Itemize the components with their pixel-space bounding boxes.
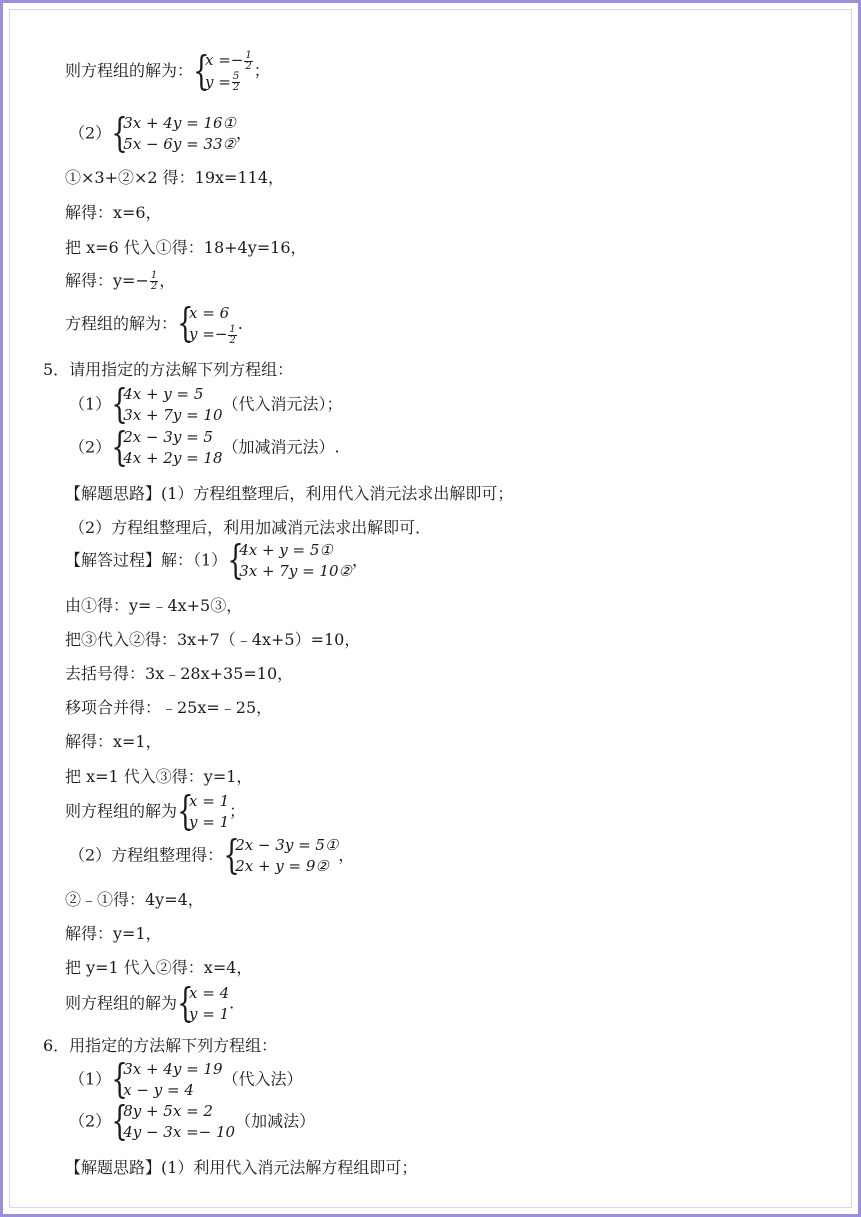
fraction: $\frac{1}{2}$ — [150, 270, 158, 292]
step-line: 移项合并得：﹣25x=﹣25， — [65, 698, 273, 717]
solution-line-2 — [65, 303, 243, 346]
text: 则方程组的解为 — [65, 801, 178, 821]
step-line: 解得：x=1， — [65, 732, 162, 751]
text: （2） — [69, 1111, 112, 1131]
text: 【解答过程】解：（1） — [65, 550, 228, 570]
step-line: 把 x=1 代入③得：y=1， — [65, 767, 253, 786]
solution-process — [65, 540, 368, 582]
equation-system: { 3x + 4y = 16① 5x − 6y = 33② — [111, 113, 236, 155]
solution-idea: 【解题思路】(1）方程组整理后，利用代入消元法求出解即可； — [65, 484, 514, 503]
problem-6-part-1 — [69, 1059, 303, 1101]
eq-row: y =− — [189, 325, 228, 343]
text: （加减消元法）. — [222, 437, 340, 457]
problem-part-2 — [69, 113, 252, 155]
solution-line-3 — [65, 791, 245, 833]
text: 方程组的解为： — [65, 313, 178, 333]
fraction: $\frac{1}{2}$ — [245, 49, 252, 72]
text: （代入法） — [222, 1069, 303, 1089]
equation-system: { 4x + y = 5① 3x + 7y = 10② — [227, 540, 352, 582]
step-line: 由①得：y=﹣4x+5③， — [65, 596, 243, 615]
question-heading-5: 5．请用指定的方法解下列方程组： — [43, 360, 294, 379]
eq-row: y = — [205, 72, 231, 91]
problem-5-part-1 — [69, 384, 343, 426]
text: ， — [235, 123, 252, 143]
text: （加减法） — [235, 1111, 316, 1131]
step-line: ②﹣①得：4y=4， — [65, 890, 204, 909]
step-line: ①×3+②×2 得：19x=114， — [65, 168, 284, 187]
text: ， — [338, 845, 355, 865]
step-line: 把 y=1 代入②得：x=4， — [65, 958, 253, 977]
solution-line-4 — [65, 983, 234, 1025]
problem-5-part-2 — [69, 427, 340, 469]
equation-system: { 3x + 4y = 19 x − y = 4 — [111, 1059, 222, 1101]
text: （2） — [69, 123, 112, 143]
solution-idea-6: 【解题思路】(1）利用代入消元法解方程组即可； — [65, 1158, 418, 1177]
step-line: 解得：x=6， — [65, 203, 162, 222]
text: （2）方程组整理得： — [69, 845, 224, 865]
solution-line-1 — [65, 50, 270, 93]
eq-row: x =− — [205, 51, 244, 69]
fraction: $\frac{5}{2}$ — [232, 71, 240, 93]
equation-system: { x = 4 y = 1 — [177, 983, 229, 1025]
step-line: 把 x=6 代入①得：18+4y=16， — [65, 238, 307, 257]
text: （2） — [69, 437, 112, 457]
text: （1） — [69, 394, 112, 414]
text: ； — [253, 61, 270, 80]
step-line: 去括号得：3x﹣28x+35=10， — [65, 664, 294, 683]
equation-system — [193, 50, 254, 93]
text: 则方程组的解为 — [65, 993, 178, 1013]
equation-system: { x = 1 y = 1 — [177, 791, 229, 833]
text: ， — [351, 550, 368, 570]
problem-6-part-2 — [69, 1101, 315, 1143]
text: ； — [229, 801, 246, 821]
text: （1） — [69, 1069, 112, 1089]
text: 则方程组的解为： — [65, 61, 194, 80]
fraction: $\frac{1}{2}$ — [229, 323, 236, 346]
text: （代入消元法）； — [222, 394, 343, 414]
text: 解得：y=− — [65, 271, 149, 290]
equation-system: { 4x + y = 5 3x + 7y = 10 — [111, 384, 222, 426]
step-line: 把③代入②得：3x+7（﹣4x+5）=10， — [65, 630, 361, 649]
step-line-fraction — [65, 268, 175, 292]
text: . — [229, 993, 235, 1013]
question-heading-6: 6．用指定的方法解下列方程组： — [43, 1036, 278, 1055]
step-line: 解得：y=1， — [65, 924, 162, 943]
equation-system: { 8y + 5x = 2 4y − 3x =− 10 — [111, 1101, 235, 1143]
text: ， — [159, 271, 176, 290]
equation-system: { 2x − 3y = 5 4x + 2y = 18 — [111, 427, 222, 469]
equation-system: { 2x − 3y = 5① 2x + y = 9② — [223, 835, 338, 877]
problem-5-part-2-solution — [69, 835, 354, 877]
text: . — [237, 313, 243, 333]
equation-system: { x = 6 y =− $\frac{1}{2}$ — [177, 303, 238, 346]
solution-idea-2: （2）方程组整理后，利用加减消元法求出解即可． — [69, 518, 432, 537]
